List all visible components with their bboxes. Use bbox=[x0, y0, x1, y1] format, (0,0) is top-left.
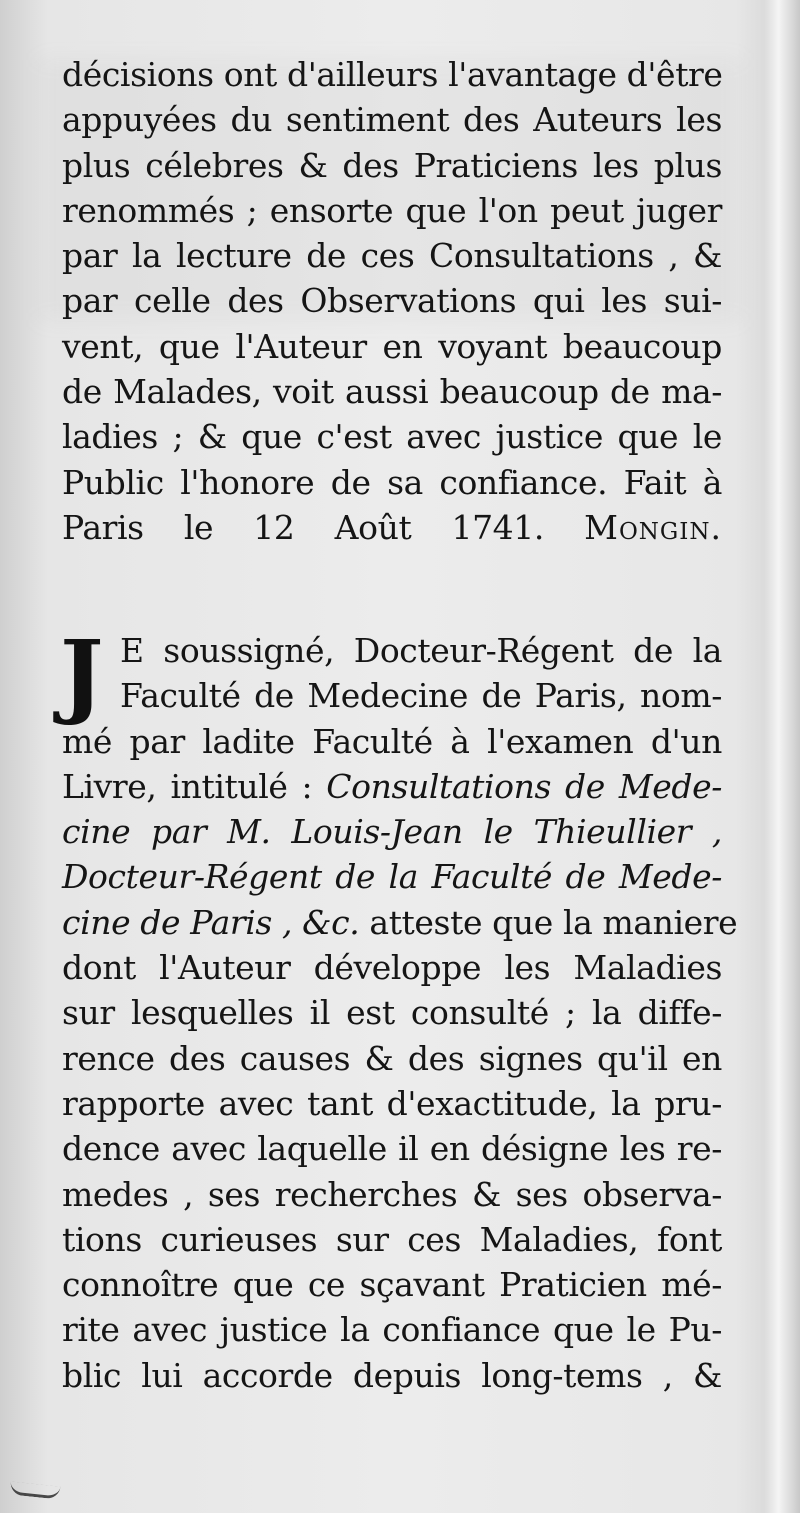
text-line: mé par ladite Faculté à l'examen d'un bbox=[62, 721, 722, 761]
ink-mark bbox=[9, 1481, 60, 1499]
text-line: renommés ; ensorte que l'on peut juger bbox=[62, 190, 722, 230]
book-title-part: Consultations de Mede- bbox=[326, 766, 722, 806]
signature: Mongin. bbox=[584, 507, 722, 547]
drop-cap: J bbox=[60, 620, 104, 728]
text-line: medes , ses recherches & ses observa- bbox=[62, 1174, 722, 1214]
text-line: dence avec laquelle il en désigne les re- bbox=[62, 1129, 722, 1169]
text-line: par celle des Observations qui les sui- bbox=[62, 281, 722, 321]
text-line: par la lecture de ces Consultations , & bbox=[62, 236, 722, 276]
text-line: ladies ; & que c'est avec justice que le bbox=[62, 417, 722, 457]
text-line: blic lui accorde depuis long-tems , & bbox=[62, 1355, 722, 1395]
text-line: dont l'Auteur développe les Maladies bbox=[62, 948, 722, 988]
text-line: connoître que ce sçavant Praticien mé- bbox=[62, 1265, 722, 1305]
text-line: Public l'honore de sa confiance. Fait à bbox=[62, 462, 722, 502]
text-line: E soussigné, Docteur-Régent de la bbox=[120, 631, 722, 670]
text-line: de Malades, voit aussi beaucoup de ma- bbox=[62, 372, 722, 412]
text-line: sur lesquelles il est consulté ; la diffe- bbox=[62, 993, 722, 1033]
text-line: plus célebres & des Praticiens les plus bbox=[62, 145, 722, 185]
text-line: vent, que l'Auteur en voyant beaucoup bbox=[62, 326, 722, 366]
text-fragment: atteste que la maniere bbox=[359, 902, 738, 942]
book-title-line bbox=[62, 764, 722, 809]
text-line: tions curieuses sur ces Maladies, font bbox=[62, 1219, 722, 1259]
approval-paragraph-1 bbox=[62, 52, 722, 550]
book-title-part: Docteur-Régent de la Faculté de Mede- bbox=[62, 857, 722, 897]
text-line: Faculté de Medecine de Paris, nom- bbox=[120, 676, 722, 716]
text-fragment: Livre, intitulé : bbox=[62, 766, 327, 806]
text-line: rence des causes & des signes qu'il en bbox=[62, 1038, 722, 1078]
page-edge bbox=[764, 0, 800, 1513]
text-line: décisions ont d'ailleurs l'avantage d'être bbox=[62, 55, 723, 94]
approval-paragraph-2 bbox=[60, 620, 738, 1398]
text-line: rite avec justice la confiance que le Pu- bbox=[62, 1310, 722, 1350]
date-text: Paris le 12 Août 1741. bbox=[62, 507, 544, 547]
book-title-part: cine de Paris , &c. bbox=[62, 902, 360, 942]
text-line: appuyées du sentiment des Auteurs les bbox=[62, 100, 722, 140]
text-line: rapporte avec tant d'exactitude, la pru- bbox=[62, 1083, 722, 1123]
book-title-end-line bbox=[62, 900, 738, 945]
book-title-part: cine par M. Louis-Jean le Thieullier , bbox=[62, 812, 722, 852]
date-signature-line bbox=[62, 505, 722, 550]
